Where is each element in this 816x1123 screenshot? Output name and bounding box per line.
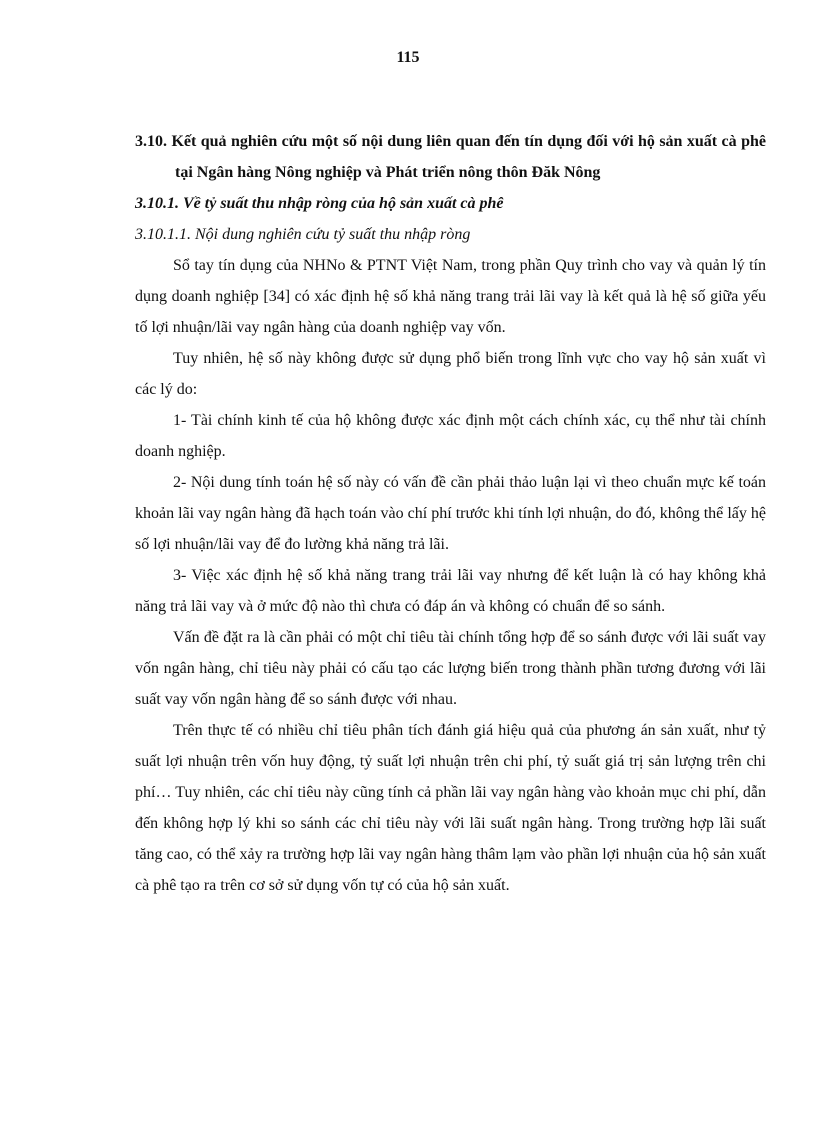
paragraph: Trên thực tế có nhiều chỉ tiêu phân tích đánh giá hiệu quả của phương án sản xuất, như tỷ suất lợi nhuận trên vốn huy động, tỷ suất lợi nhuận trên chi phí, tỷ suất giá trị sản lượng trên chi phí… Tuy nhiên, các chỉ tiêu này cũng tính cả phần lãi vay ngân hàng vào khoản mục chi phí, dẫn đến không hợp lý khi so sánh các chỉ tiêu này với lãi suất ngân hàng. Trong trường hợp lãi suất tăng cao, có thể xảy ra trường hợp lãi vay ngân hàng thâm lạm vào phần lợi nhuận của hộ sản xuất cà phê tạo ra trên cơ sở sử dụng vốn tự có của hộ sản xuất. <box>135 722 766 894</box>
paragraph: Vấn đề đặt ra là cần phải có một chỉ tiêu tài chính tổng hợp để so sánh được với lãi suất vay vốn ngân hàng, chỉ tiêu này phải có cấu tạo các lượng biến trong thành phần tương đương với lãi suất vay vốn ngân hàng để so sánh được với nhau. <box>135 629 766 708</box>
paragraph: 2- Nội dung tính toán hệ số này có vấn đề cần phải thảo luận lại vì theo chuẩn mực kế toán khoản lãi vay ngân hàng đã hạch toán vào chí phí trước khi tính lợi nhuận, do đó, không thể lấy hệ số lợi nhuận/lãi vay để đo lường khả năng trả lãi. <box>135 474 766 553</box>
paragraph: 3- Việc xác định hệ số khả năng trang trải lãi vay nhưng để kết luận là có hay không khả năng trả lãi vay và ở mức độ nào thì chưa có đáp án và không có chuẩn để so sánh. <box>135 567 766 615</box>
section-heading: 3.10. Kết quả nghiên cứu một số nội dung liên quan đến tín dụng đối với hộ sản xuất cà phê tại Ngân hàng Nông nghiệp và Phát triển nông thôn Đăk Nông <box>135 133 766 181</box>
paragraph: Sổ tay tín dụng của NHNo & PTNT Việt Nam, trong phần Quy trình cho vay và quản lý tín dụng doanh nghiệp [34] có xác định hệ số khả năng trang trải lãi vay là kết quả là hệ số giữa yếu tố lợi nhuận/lãi vay ngân hàng của doanh nghiệp vay vốn. <box>135 257 766 336</box>
paragraph: 1- Tài chính kinh tế của hộ không được xác định một cách chính xác, cụ thể như tài chính doanh nghiệp. <box>135 412 766 460</box>
page-number: 115 <box>396 49 420 66</box>
page-content <box>135 126 766 901</box>
subsubsection-heading: 3.10.1.1. Nội dung nghiên cứu tỷ suất thu nhập ròng <box>135 226 471 243</box>
paragraph: Tuy nhiên, hệ số này không được sử dụng phổ biến trong lĩnh vực cho vay hộ sản xuất vì các lý do: <box>135 350 766 398</box>
subsection-heading: 3.10.1. Về tỷ suất thu nhập ròng của hộ sản xuất cà phê <box>135 195 504 212</box>
